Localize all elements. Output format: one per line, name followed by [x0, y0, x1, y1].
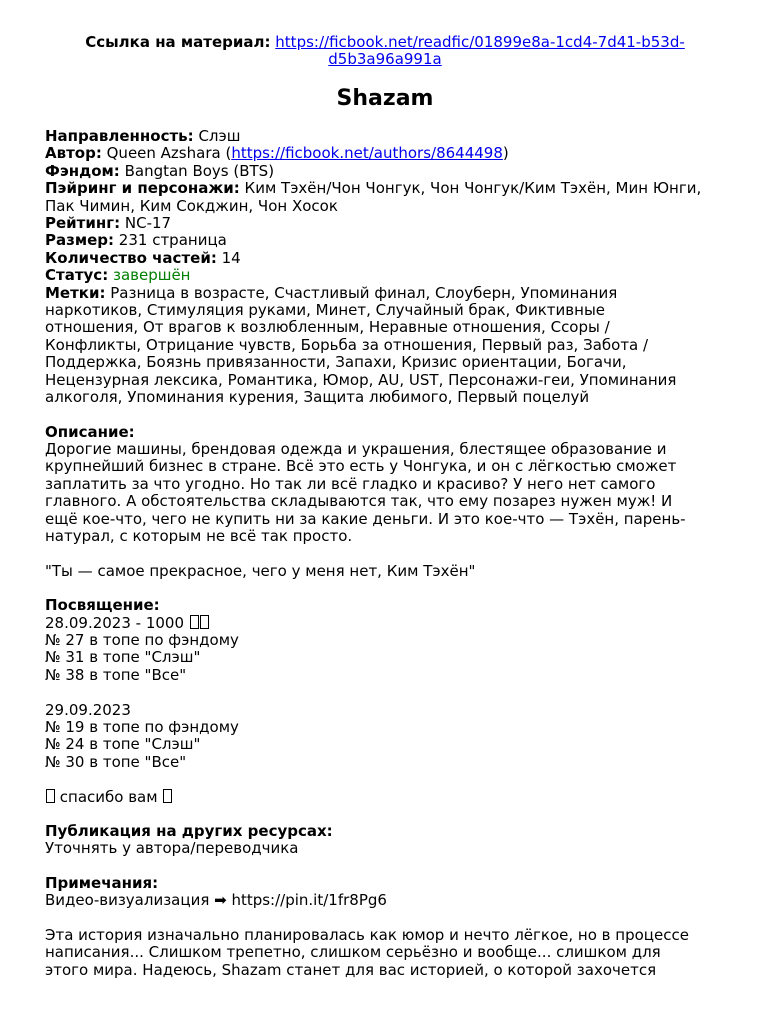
source-block [45, 34, 725, 69]
ranking-line: № 38 в топе "Все" [45, 665, 187, 684]
parts-value: 14 [221, 248, 241, 267]
author-link[interactable]: https://ficbook.net/authors/8644498 [231, 144, 503, 163]
tags-line: алкоголя, Упоминания курения, Защита любимого, Первый поцелуй [45, 388, 590, 407]
ranking-line: № 31 в топе "Слэш" [45, 648, 201, 667]
notes-section [45, 875, 725, 979]
missing-glyph-icon [46, 789, 55, 803]
parts-label: Количество частей: [45, 248, 217, 267]
tags-line: наркотиков, Стимуляция руками, Минет, Случайный брак, Фиктивные [45, 301, 606, 320]
pairing-value: Ким Тэхён/Чон Чонгук, Чон Чонгук/Ким Тэхён, Мин Юнги, [244, 179, 702, 198]
fandom-label: Фэндом: [45, 161, 120, 180]
publication-section [45, 823, 725, 858]
status-label: Статус: [45, 266, 109, 285]
dedication-section [45, 597, 725, 806]
dedication-heading: Посвящение: [45, 596, 160, 615]
fandom-value: Bangtan Boys (BTS) [124, 161, 275, 180]
source-label: Ссылка на материал: [85, 33, 271, 51]
status-row [45, 267, 725, 284]
tags-line: Разница в возрасте, Счастливый финал, Слоуберн, Упоминания [110, 283, 618, 302]
description-line: Дорогие машины, брендовая одежда и украшения, блестящее образование и [45, 439, 667, 458]
dedication-date-2: 29.09.2023 [45, 700, 131, 719]
parts-row [45, 250, 725, 267]
size-value: 231 страница [118, 231, 227, 250]
notes-heading: Примечания: [45, 873, 159, 892]
author-label: Автор: [45, 144, 102, 163]
rating-label: Рейтинг: [45, 214, 121, 233]
description-quote: "Ты — самое прекрасное, чего у меня нет, Ким Тэхён" [45, 561, 476, 580]
spacer [45, 684, 725, 701]
rating-row [45, 215, 725, 232]
publication-value: Уточнять у автора/переводчика [45, 839, 299, 858]
tags-line: Нецензурная лексика, Романтика, Юмор, AU, UST, Персонажи-геи, Упоминания [45, 370, 677, 389]
size-row [45, 232, 725, 249]
meta-block [45, 128, 725, 979]
pairing-label: Пэйринг и персонажи: [45, 179, 240, 198]
description-line: заплатить за что угодно. Но так ли всё гладко и красиво? У него нет самого [45, 474, 656, 493]
rating-value: NC-17 [124, 214, 172, 233]
spacer [45, 910, 725, 927]
tags-line: Поддержка, Боязнь привязанности, Запахи, Кризис ориентации, Богачи, [45, 353, 627, 372]
status-value: завершён [112, 266, 191, 285]
thanks-line: спасибо вам [45, 789, 725, 806]
missing-glyph-icon [200, 615, 209, 629]
ranking-line: № 30 в топе "Все" [45, 752, 187, 771]
source-link[interactable]: https://ficbook.net/readfic/01899e8a-1cd4-7d41-b53d- d5b3a96a991a [275, 33, 685, 69]
missing-glyph-icon [163, 789, 172, 803]
author-name: Queen Azshara ( [106, 144, 232, 163]
tags-label: Метки: [45, 283, 106, 302]
fandom-row [45, 163, 725, 180]
direction-label: Направленность: [45, 127, 194, 145]
ranking-line: № 24 в топе "Слэш" [45, 735, 201, 754]
description-line: ещё кое-что, чего не купить ни за какие деньги. И это кое-что — Тэхён, парень- [45, 509, 686, 528]
spacer [45, 545, 725, 562]
tags-row [45, 285, 725, 407]
work-title: Shazam [336, 86, 434, 111]
notes-line: написания... Слишком трепетно, слишком серьёзно и вообще... слишком для [45, 943, 661, 962]
notes-line: Эта история изначально планировалась как юмор и нечто лёгкое, но в процессе [45, 926, 689, 944]
direction-value: Слэш [198, 127, 241, 145]
description-section [45, 424, 725, 581]
pairing-value-2: Пак Чимин, Ким Сокджин, Чон Хосок [45, 196, 338, 215]
author-row [45, 145, 725, 162]
publication-heading: Публикация на других ресурсах: [45, 821, 333, 840]
missing-glyph-icon [190, 615, 199, 629]
video-line: Видео-визуализация ➡ https://pin.it/1fr8Pg6 [45, 891, 387, 910]
description-heading: Описание: [45, 422, 135, 441]
size-label: Размер: [45, 231, 115, 250]
ranking-line: № 19 в топе по фэндому [45, 717, 239, 736]
description-line: натурал, с которым не всё так просто. [45, 526, 353, 545]
description-line: главного. А обстоятельства складываются так, что ему позарез нужен муж! И [45, 492, 673, 511]
description-line: крупнейший бизнес в стране. Всё это есть у Чонгука, и он с лёгкостью сможет [45, 457, 677, 476]
tags-line: Конфликты, Отрицание чувств, Борьба за отношения, Первый раз, Забота / [45, 335, 649, 354]
spacer [45, 771, 725, 788]
notes-line: этого мира. Надеюсь, Shazam станет для вас историей, о которой захочется [45, 960, 657, 979]
ranking-line: № 27 в топе по фэндому [45, 630, 239, 649]
author-close: ) [502, 144, 509, 163]
pairing-row [45, 180, 725, 215]
dedication-date-1: 28.09.2023 - 1000 [45, 615, 725, 632]
direction-row [45, 128, 725, 145]
tags-line: отношения, От врагов к возлюбленным, Неравные отношения, Ссоры / [45, 318, 610, 337]
